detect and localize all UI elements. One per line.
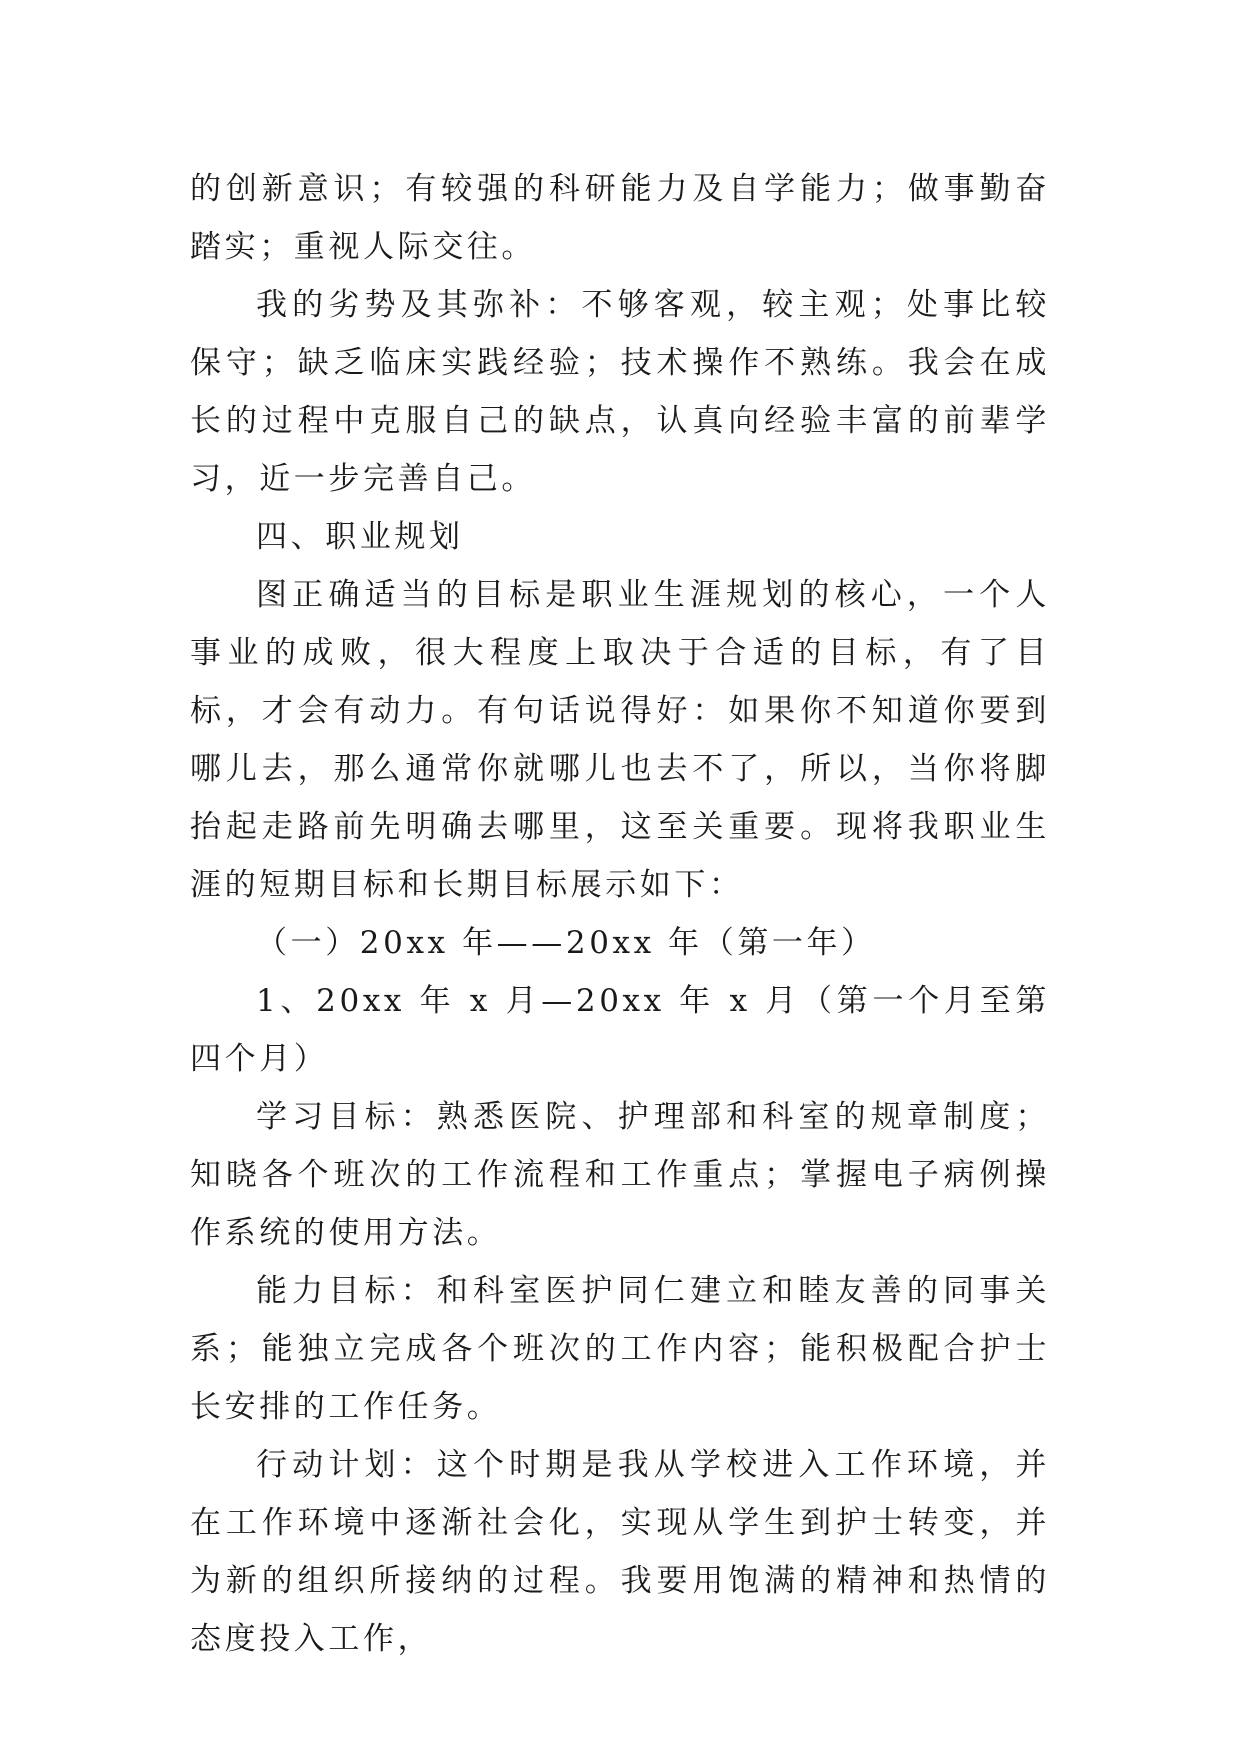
- paragraph-learning-goal: 学习目标：熟悉医院、护理部和科室的规章制度；知晓各个班次的工作流程和工作重点；掌握电子病例操作系统的使用方法。: [190, 1099, 1050, 1251]
- paragraph-ability-goal: 能力目标：和科室医护同仁建立和睦友善的同事关系；能独立完成各个班次的工作内容；能积极配合护士长安排的工作任务。: [190, 1273, 1050, 1425]
- section-heading-career-plan: 四、职业规划: [256, 519, 464, 555]
- subheading-first-year: （一）20xx 年——20xx 年（第一年）: [256, 925, 876, 961]
- paragraph-action-plan: 行动计划：这个时期是我从学校进入工作环境，并在工作环境中逐渐社会化，实现从学生到护士转变，并为新的组织所接纳的过程。我要用饱满的精神和热情的态度投入工作，: [190, 1447, 1050, 1657]
- paragraph-weaknesses: 我的劣势及其弥补：不够客观，较主观；处事比较保守；缺乏临床实践经验；技术操作不熟练。我会在成长的过程中克服自己的缺点，认真向经验丰富的前辈学习，近一步完善自己。: [190, 287, 1050, 497]
- paragraph-goals-intro: 图正确适当的目标是职业生涯规划的核心，一个人事业的成败，很大程度上取决于合适的目标，有了目标，才会有动力。有句话说得好：如果你不知道你要到哪儿去，那么通常你就哪儿也去不了，所以，当你将脚抬起走路前先明确去哪里，这至关重要。现将我职业生涯的短期目标和长期目标展示如下：: [190, 577, 1050, 903]
- subheading-first-four-months: 1、20xx 年 x 月—20xx 年 x 月（第一个月至第四个月）: [190, 983, 1050, 1077]
- paragraph-strengths-continued: 的创新意识；有较强的科研能力及自学能力；做事勤奋踏实；重视人际交往。: [190, 171, 1050, 265]
- document-page: [190, 160, 1050, 1668]
